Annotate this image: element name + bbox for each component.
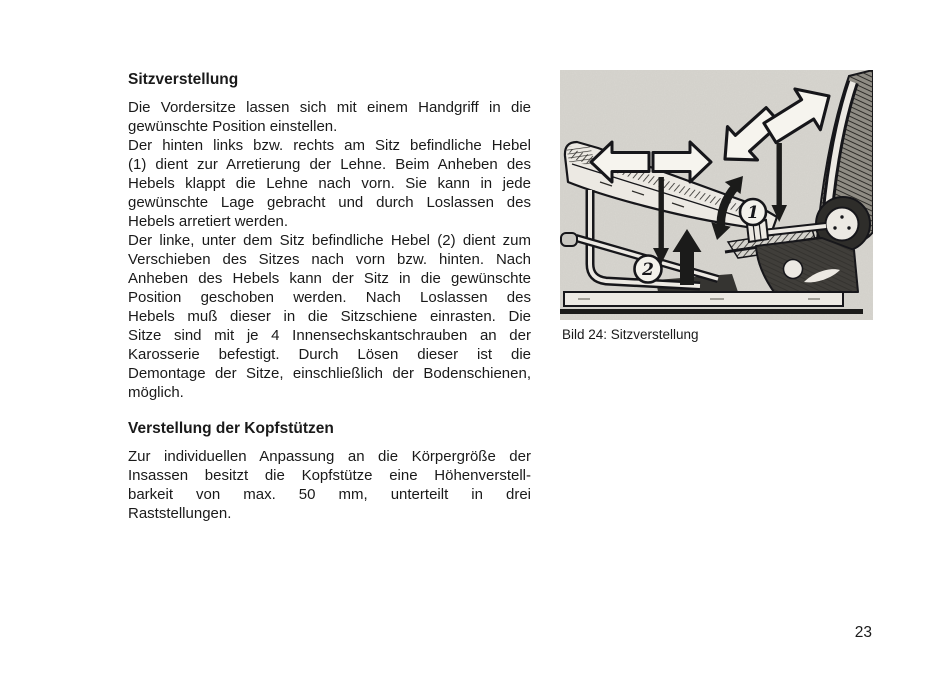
- body-line: (1) dient zur Arretierung der Lehne. Beim Anheben des: [128, 156, 531, 173]
- label-1-text: 1: [747, 203, 759, 223]
- section-heading-headrest-adjustment: Verstellung der Kopfstützen: [128, 420, 334, 437]
- paragraph: [128, 98, 531, 136]
- body-line: Anheben des Hebels kann der Sitz in die gewünschte: [128, 270, 531, 287]
- seat-adjustment-illustration: [560, 70, 873, 320]
- body-line: Zur individuellen Anpassung an die Körpergröße der: [128, 448, 531, 465]
- paragraph: [128, 136, 531, 231]
- body-line: Der linke, unter dem Sitz befindliche Hebel (2) dient zum: [128, 232, 531, 249]
- label-2-text: 2: [642, 260, 654, 280]
- text-column: [128, 71, 531, 523]
- body-line: Demontage der Sitze, einschließlich der Bodenschienen,: [128, 365, 531, 382]
- paragraph: [128, 447, 531, 523]
- body-line: barkeit von max. 50 mm, unterteilt in drei: [128, 486, 531, 503]
- page-number: 23: [854, 624, 872, 641]
- figure-seat-adjustment: [560, 70, 873, 325]
- body-line: Position geschoben werden. Nach Loslassen des: [128, 289, 531, 306]
- label-circle-2: [635, 256, 662, 283]
- floor-rails: [560, 292, 863, 314]
- body-line: Verschieben des Sitzes nach vorn bzw. hinten. Nach: [128, 251, 531, 268]
- seat-base-bracket: [756, 238, 858, 292]
- body-line: Sitze sind mit je 4 Innensechskantschrauben an der: [128, 327, 531, 344]
- body-line: Insassen besitzt die Kopfstütze eine Höhenverstell-: [128, 467, 531, 484]
- body-line: Die Vordersitze lassen sich mit einem Handgriff in die: [128, 99, 531, 116]
- body-line: Hebels klappt die Lehne nach vorn. Sie kann in jede: [128, 175, 531, 192]
- body-line: Hebels muß dieser in die Sitzschiene einrasten. Die: [128, 308, 531, 325]
- body-line: Der hinten links bzw. rechts am Sitz befindliche Hebel: [128, 137, 531, 154]
- body-line: Raststellungen.: [128, 505, 232, 522]
- label-circle-1: [740, 199, 766, 225]
- paragraph: [128, 231, 531, 402]
- body-line: Karosserie befestigt. Durch Lösen dieser ist die: [128, 346, 531, 363]
- body-line: gewünschte Lage gebracht und durch Loslassen des: [128, 194, 531, 211]
- figure-caption: Bild 24: Sitzverstellung: [562, 327, 699, 342]
- body-line: gewünschte Position einstellen.: [128, 118, 338, 135]
- body-line: Hebels arretiert werden.: [128, 213, 289, 230]
- section-heading-seat-adjustment: Sitzverstellung: [128, 71, 239, 88]
- body-line: möglich.: [128, 384, 184, 401]
